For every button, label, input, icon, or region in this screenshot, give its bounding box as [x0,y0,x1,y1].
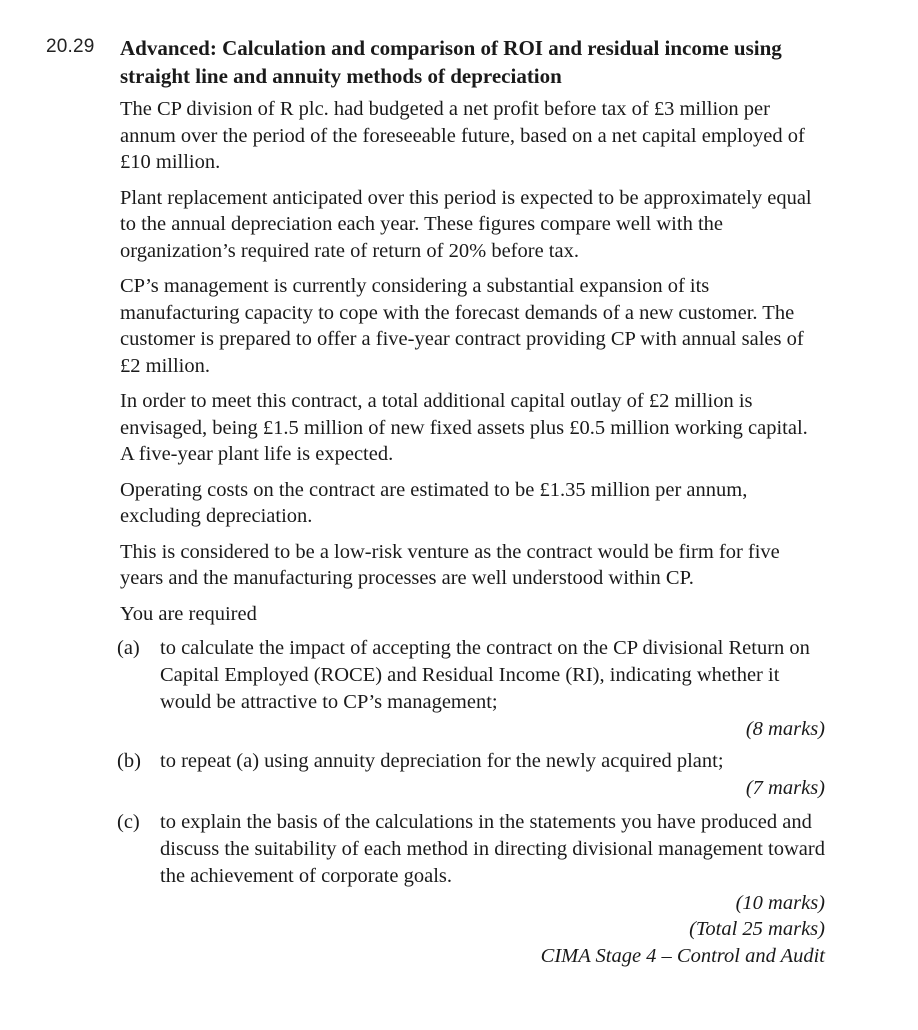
question-body [117,34,825,970]
part-c-marks: (10 marks) [735,891,825,914]
part-a-marks: (8 marks) [745,717,825,740]
paragraph-capital-outlay: In order to meet this contract, a total additional capital outlay of £2 million is envisaged, being £1.5 million of new fixed assets plus £0.5 million working capital. A five-year plant life is expected. [120,390,808,465]
source-citation: CIMA Stage 4 – Control and Audit [540,944,825,967]
part-b-label: (b) [117,749,141,772]
part-c [117,809,825,890]
paragraph-risk: This is considered to be a low-risk venture as the contract would be firm for five years and the manufacturing processes are well understood within CP. [120,540,780,589]
paragraph-budget: The CP division of R plc. had budgeted a net profit before tax of £3 million per annum over the period of the foreseeable future, based on a net capital employed of £10 million. [120,98,805,173]
question-title: Advanced: Calculation and comparison of ROI and residual income using straight line and annuity methods of depreciation [120,36,782,88]
part-b-marks: (7 marks) [745,776,825,799]
paragraph-expansion: CP’s management is currently considering a substantial expansion of its manufacturing capacity to cope with the forecast demands of a new customer. The customer is prepared to offer a five-year contract providing CP with annual sales of £2 million. [120,275,804,377]
part-a-label: (a) [117,636,140,659]
required-intro: You are required [120,602,257,625]
paragraph-plant-replacement: Plant replacement anticipated over this period is expected to be approximately equal to the annual depreciation each year. These figures compare well with the organization’s required rate of return of 20% before tax. [120,186,812,262]
part-c-label: (c) [117,810,140,833]
part-b [117,748,825,775]
part-a-text: to calculate the impact of accepting the contract on the CP divisional Return on Capital Employed (ROCE) and Residual Income (RI), indicating whether it would be attractive to CP’s management; [160,636,810,713]
part-b-text: to repeat (a) using annuity depreciation for the newly acquired plant; [160,749,724,772]
part-a [117,635,825,716]
question-number: 20.29 [46,36,95,57]
part-c-text: to explain the basis of the calculations in the statements you have produced and discuss the suitability of each method in directing divisional management toward the achievement of corporate goals. [160,810,825,887]
paragraph-operating-costs: Operating costs on the contract are estimated to be £1.35 million per annum, excluding depreciation. [120,478,748,527]
total-marks: (Total 25 marks) [689,917,825,940]
